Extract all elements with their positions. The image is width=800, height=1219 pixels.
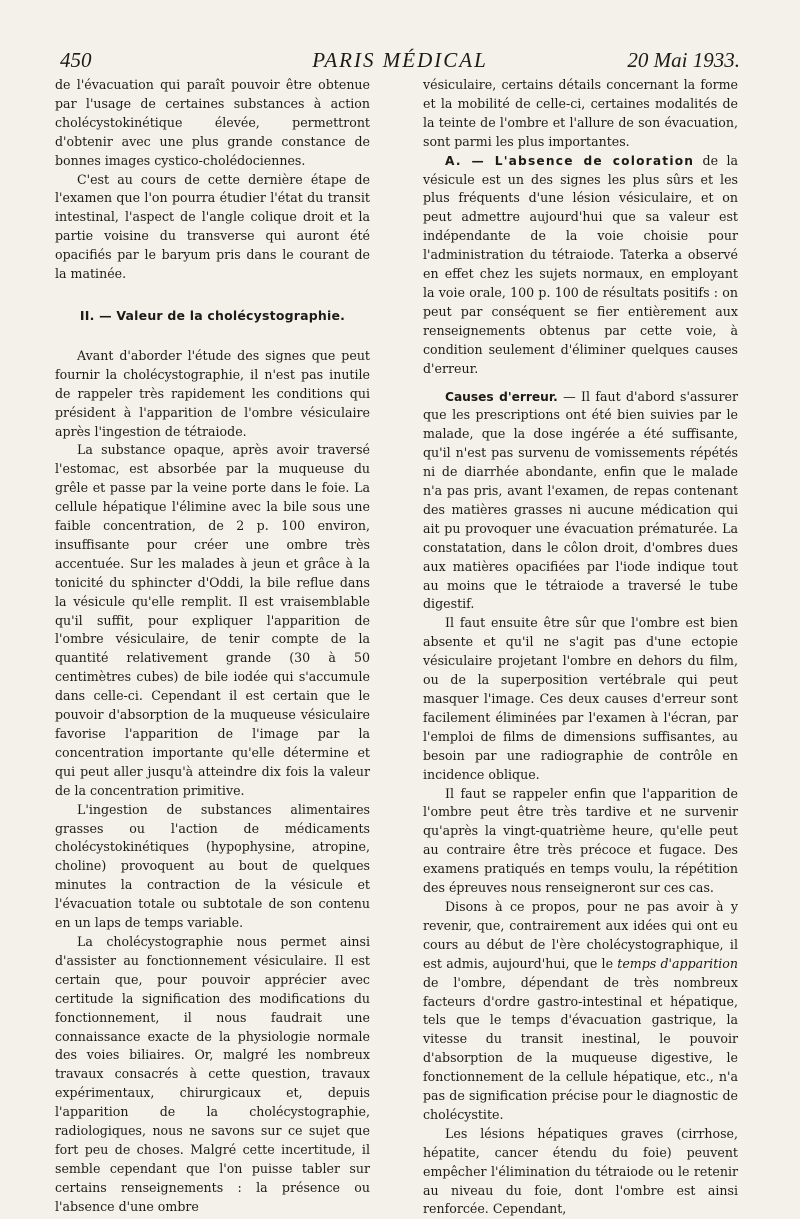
paragraph: vésiculaire, certains détails concernant la forme et la mobilité de celle-ci, certaines modalités de la teinte de l'ombre et l'allure de son évacuation, sont parmi les plus importantes. — [423, 77, 738, 149]
paragraph: Les lésions hépatiques graves (cirrhose, hépatite, cancer étendu du foie) peuvent empêcher l'élimination du tétraiode ou le retenir au niveau du foie, dont l'ombre est ainsi renforcée. Cependant, — [423, 1125, 738, 1217]
paragraph: de l'évacuation qui paraît pouvoir être obtenue par l'usage de certaines substances à action cholécystokinétique élevée, permettront d'obtenir avec une plus grande constance de bonnes images cystico-cholédociennes. — [55, 77, 370, 168]
paragraph — [423, 388, 738, 615]
paragraph — [423, 152, 738, 379]
paragraph: Il faut ensuite être sûr que l'ombre est bien absente et qu'il ne s'agit pas d'une ectopie vésiculaire projetant l'ombre en dehors du film, ou de la superposition vertébrale qui peut masquer l'image. Ces deux causes d'erreur sont facilement éliminées par l'examen à l'écran, par l'emploi de films de dimensions suffisantes, au besoin par une radiographie de contrôle en incidence oblique. — [423, 615, 738, 782]
left-column — [55, 76, 370, 1217]
journal-title: PARIS MÉDICAL — [312, 48, 488, 72]
paragraph: La substance opaque, après avoir traversé l'estomac, est absorbée par la muqueuse du grêle et passe par la veine porte dans le foie. La cellule hépatique l'élimine avec la bile sous une faible concentration, de 2 p. 100 environ, insuffisante pour créer une ombre très accentuée. Sur les malades à jeun et grâce à la tonicité du sphincter d'Oddi, la bile reflue dans la vésicule qu'elle remplit. Il est vraisemblable qu'il suffit, pour expliquer l'apparition de l'ombre vésiculaire, de tenir compte de la quantité relativement grande (30 à 50 centimètres cubes) de bile iodée qui s'accumule dans celle-ci. Cependant il est certain que le pouvoir d'absorption de la muqueuse vésiculaire favorise l'apparition de l'image par la concentration importante qu'elle détermine et qui peut aller jusqu'à atteindre dix fois la valeur de la concentration primitive. — [55, 442, 370, 798]
subsection-lead: A. — L'absence de coloration — [445, 153, 695, 168]
paragraph: C'est au cours de cette dernière étape de l'examen que l'on pourra étudier l'état du transit intestinal, l'aspect de l'angle colique droit et la partie voisine du transverse qui auront été opacifiés par le baryum pris dans le courant de la matinée. — [55, 171, 370, 282]
paragraph: Avant d'aborder l'étude des signes que peut fournir la cholécystographie, il n'est pas inutile de rappeler très rapidement les conditions qui président à l'apparition de l'ombre vésiculaire après l'ingestion de tétraiode. — [55, 347, 370, 439]
issue-date: 20 Mai 1933. — [627, 48, 740, 72]
emphasis-text: temps d'apparition — [617, 955, 738, 971]
paragraph-text: de la vésicule est un des signes les plus sûrs et les plus fréquents d'une lésion vésiculaire, et on peut admettre aujourd'hui que sa valeur est indépendante de la voie choisie pour l'administration du tétraiode. Taterka a observé en effet chez les sujets normaux, en employant la voie orale, 100 p. 100 de résultats positifs : on peut par conséquent se fier entièrement aux renseignements obtenus par cette voie, à condition seulement d'éliminer quelques causes d'erreur. — [423, 152, 738, 376]
paragraph: Il faut se rappeler enfin que l'apparition de l'ombre peut être très tardive et ne survenir qu'après la vingt-quatrième heure, qu'elle peut au contraire être très précoce et fugace. Des examens pratiqués en temps voulu, la répétition des épreuves nous renseigneront sur ces cas. — [423, 785, 738, 896]
paragraph: La cholécystographie nous permet ainsi d'assister au fonctionnement vésiculaire. Il est certain que, pour pouvoir apprécier avec certitude la signification des modifications du fonctionnement, il nous faudrait une connaissance exacte de la physiologie normale des voies biliaires. Or, malgré les nombreux travaux consacrés à cette question, travaux expérimentaux, chirurgicaux et, depuis l'apparition de la cholécystographie, radiologiques, nous ne savons sur ce sujet que fort peu de choses. Malgré cette incertitude, il semble cependant que l'on puisse tabler sur certains renseignements : la présence ou l'absence d'une ombre — [55, 933, 370, 1214]
page-number: 450 — [60, 48, 92, 72]
paragraph-text: — Il faut d'abord s'assurer que les prescriptions ont été bien suivies par le malade, que la dose ingérée a été suffisante, qu'il n'est pas survenu de vomissements répétés ni de diarrhée abondante, enfin que le malade n'a pas pris, avant l'examen, de repas contenant des matières grasses ni aucune médication qui ait pu provoquer une évacuation prématurée. La constatation, dans le côlon droit, d'ombres dues aux matières opacifiées par l'iode indique tout au moins que le tétraiode a traversé le tube digestif. — [423, 388, 739, 612]
paragraph: L'ingestion de substances alimentaires grasses ou l'action de médicaments cholécystokinétiques (hypophysine, atropine, choline) provoquent au bout de quelques minutes la contraction de la vésicule et l'évacuation totale ou subtotale de son contenu en un laps de temps variable. — [55, 801, 370, 931]
section-heading: II. — Valeur de la cholécystographie. — [79, 307, 346, 323]
right-column — [423, 76, 738, 1219]
paragraph — [423, 898, 738, 1125]
subsection-lead: Causes d'erreur. — [445, 389, 558, 404]
page-header — [60, 44, 740, 74]
paragraph-text: Disons à ce propos, pour ne pas avoir à y revenir, que, contrairement aux idées qui ont eu cours au début de l'ère cholécystographique, il est admis, aujourd'hui, que le — [423, 898, 738, 971]
paragraph-text: de l'ombre, dépendant de très nombreux facteurs d'ordre gastro-intestinal et hépatique, tels que le temps d'évacuation gastrique, la vitesse du transit inestinal, le pouvoir d'absorption de la muqueuse digestive, le fonctionnement de la cellule hépatique, etc., n'a pas de signification précise pour le diagnostic de cholécystite. — [423, 974, 738, 1122]
